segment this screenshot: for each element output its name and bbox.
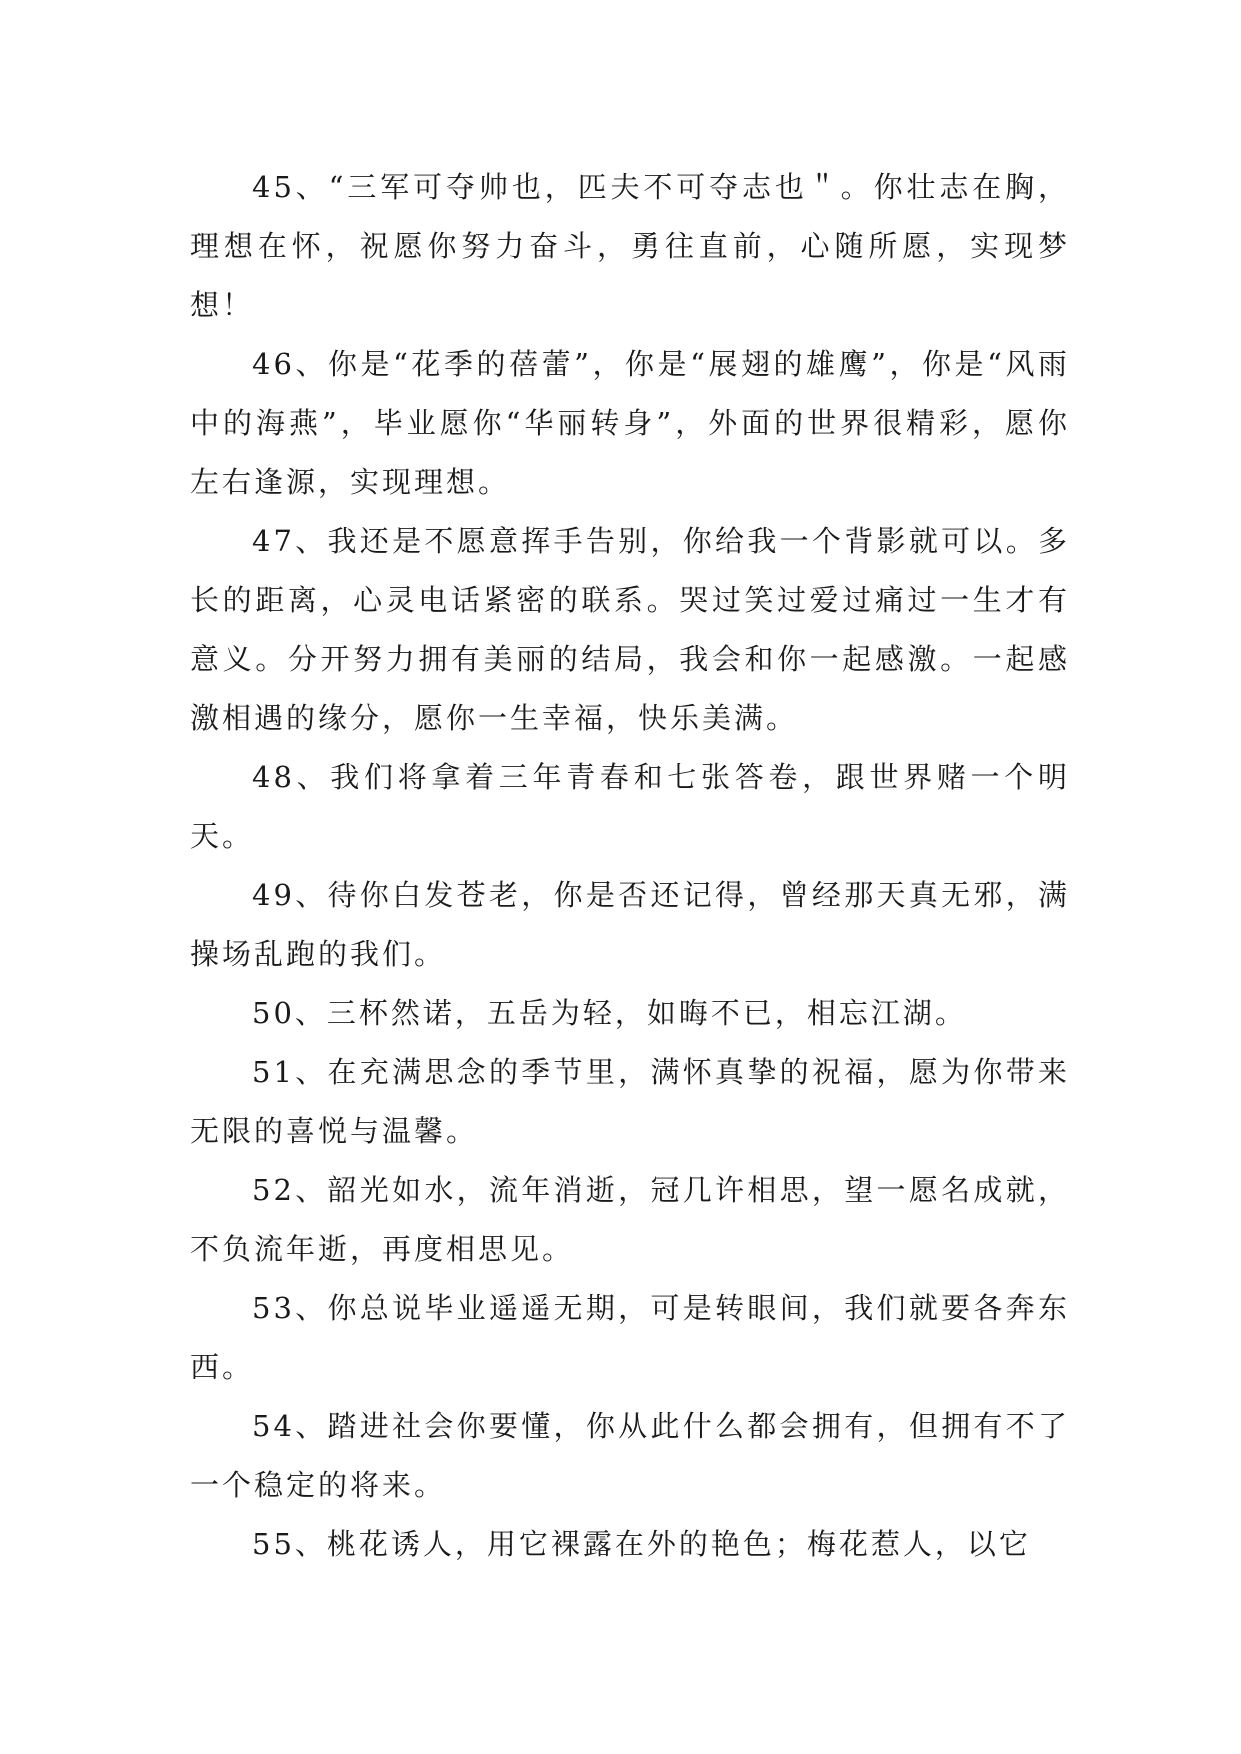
- paragraph-52: 52、韶光如水，流年消逝，冠几许相思，望一愿名成就，不负流年逝，再度相思见。: [190, 1173, 1070, 1266]
- paragraph-54: 54、踏进社会你要懂，你从此什么都会拥有，但拥有不了一个稳定的将来。: [190, 1409, 1070, 1502]
- paragraph-46: 46、你是“花季的蓓蕾”，你是“展翅的雄鹰”，你是“风雨中的海燕”，毕业愿你“华丽转身”，外面的世界很精彩，愿你左右逢源，实现理想。: [190, 347, 1070, 499]
- document-body: [190, 158, 1070, 1574]
- paragraph-48: 48、我们将拿着三年青春和七张答卷，跟世界赌一个明天。: [190, 760, 1070, 853]
- paragraph-50: 50、三杯然诺，五岳为轻，如晦不已，相忘江湖。: [252, 996, 967, 1030]
- paragraph-51: 51、在充满思念的季节里，满怀真挚的祝福，愿为你带来无限的喜悦与温馨。: [190, 1055, 1070, 1148]
- paragraph-55: 55、桃花诱人，用它裸露在外的艳色；梅花惹人，以它: [252, 1527, 1031, 1561]
- paragraph-47: 47、我还是不愿意挥手告别，你给我一个背影就可以。多长的距离，心灵电话紧密的联系。哭过笑过爱过痛过一生才有意义。分开努力拥有美丽的结局，我会和你一起感激。一起感激相遇的缘分，愿你一生幸福，快乐美满。: [190, 524, 1070, 735]
- paragraph-45: 45、“三军可夺帅也，匹夫不可夺志也＂。你壮志在胸，理想在怀，祝愿你努力奋斗，勇往直前，心随所愿，实现梦想！: [190, 170, 1070, 322]
- paragraph-49: 49、待你白发苍老，你是否还记得，曾经那天真无邪，满操场乱跑的我们。: [190, 878, 1070, 971]
- paragraph-53: 53、你总说毕业遥遥无期，可是转眼间，我们就要各奔东西。: [190, 1291, 1070, 1384]
